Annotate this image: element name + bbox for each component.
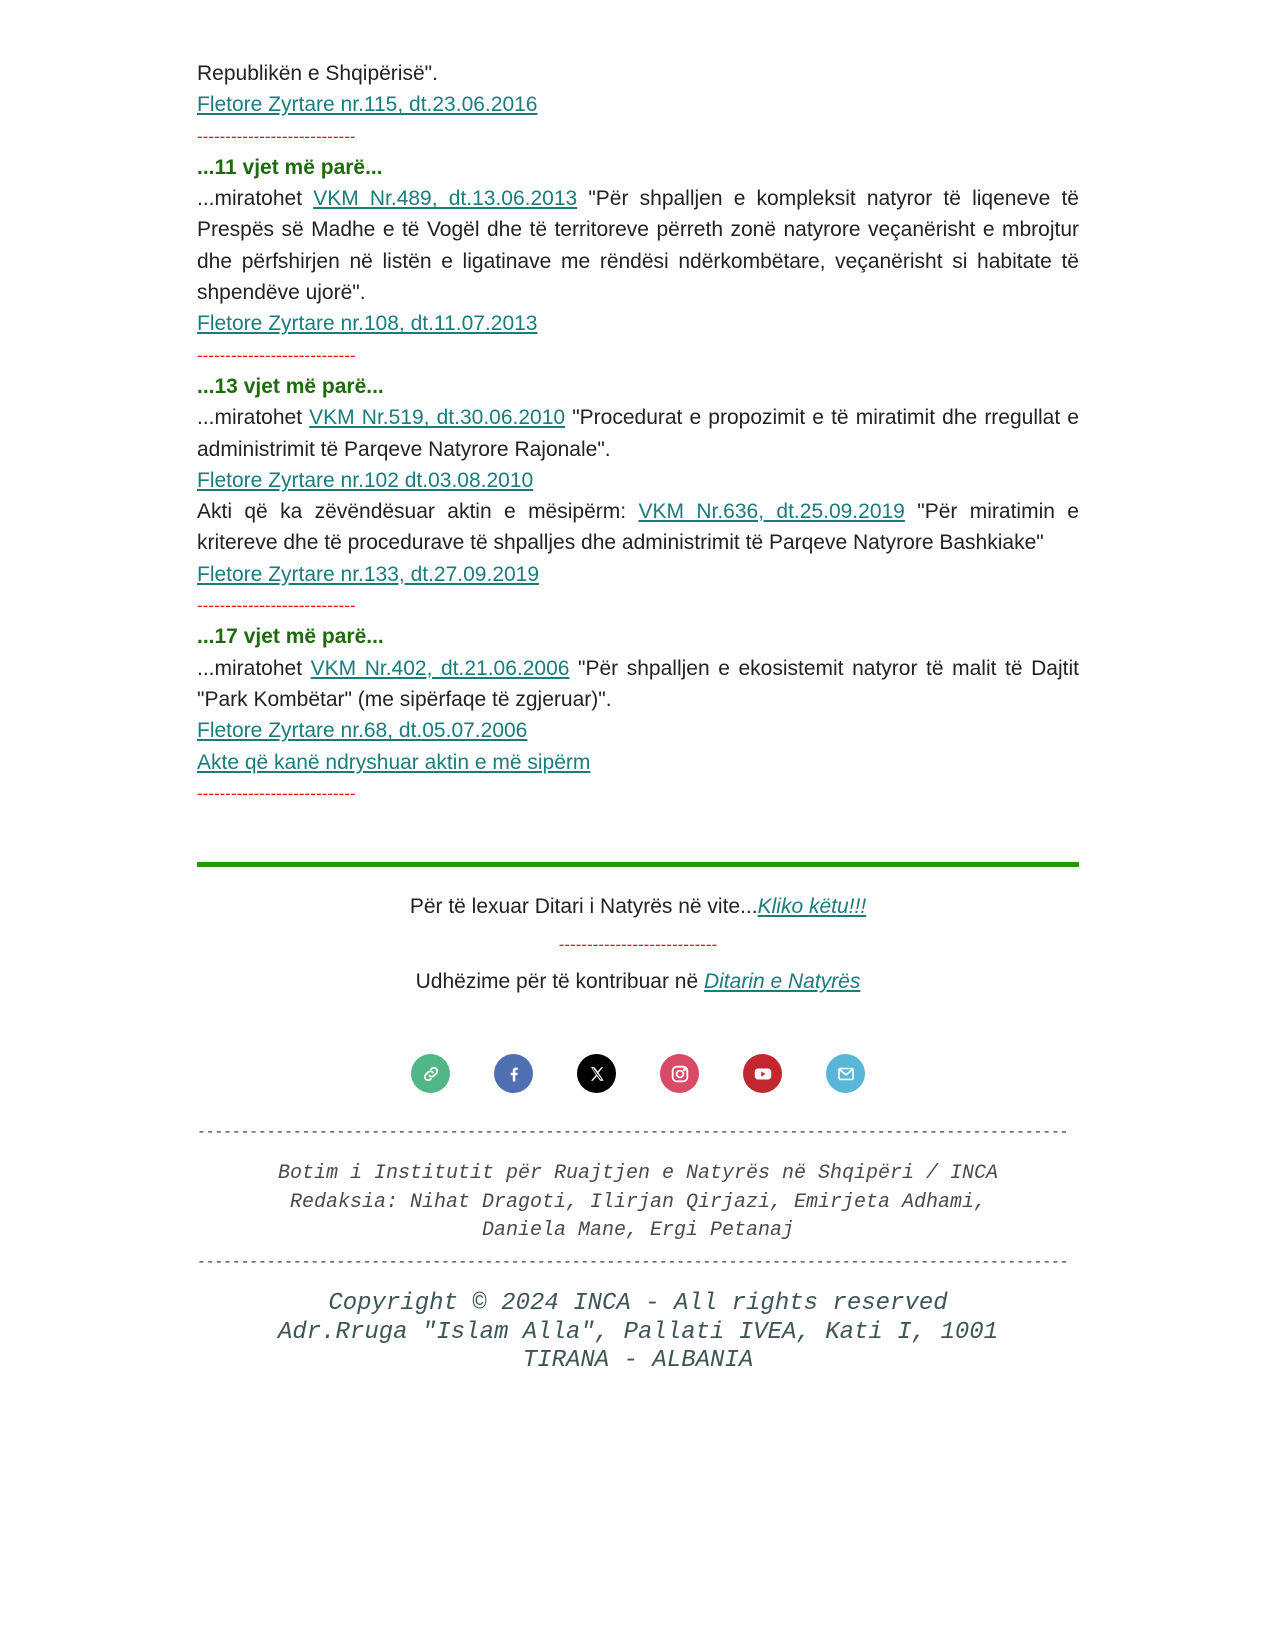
instagram-icon[interactable] <box>660 1054 699 1093</box>
amendments-link[interactable]: Akte që kanë ndryshuar aktin e më sipërm <box>197 750 591 774</box>
gazette-link-2019[interactable]: Fletore Zyrtare nr.133, dt.27.09.2019 <box>197 562 540 586</box>
separator: ---------------------------- <box>558 935 718 954</box>
contribute-link[interactable]: Ditarin e Natyrës <box>703 970 861 993</box>
contribute-line: Udhëzime për të kontribuar në Ditarin e Natyrës <box>415 970 861 993</box>
intro-tail: Republikën e Shqipërisë". <box>197 62 438 85</box>
footer-divider: ---------------------------------------------------------------------------------------------------- <box>197 1255 1069 1271</box>
entry-text-17-years: ...miratohet VKM Nr.402, dt.21.06.2006 "Për shpalljen e ekosistemit natyror të malit të Dajtit "Park Kombëtar" (me sipërfaqe të zgjeruar)". <box>197 656 1079 711</box>
gazette-link-2013[interactable]: Fletore Zyrtare nr.108, dt.11.07.2013 <box>197 312 538 336</box>
publisher-credits <box>197 1160 1079 1246</box>
address-line: TIRANA - ALBANIA <box>522 1347 754 1374</box>
vkm-link-489[interactable]: VKM Nr.489, dt.13.06.2013 <box>313 187 578 211</box>
editors-line: Redaksia: Nihat Dragoti, Ilirjan Qirjazi, Emirjeta Adhami, <box>289 1190 987 1214</box>
publisher-line: Botim i Institutit për Ruajtjen e Natyrës në Shqipëri / INCA <box>277 1162 999 1185</box>
copyright-line: Copyright © 2024 INCA - All rights reserved <box>328 1290 948 1317</box>
footer-divider: ---------------------------------------------------------------------------------------------------- <box>197 1125 1069 1141</box>
separator: ---------------------------- <box>197 596 356 616</box>
separator: ---------------------------- <box>197 126 356 146</box>
vkm-link-519[interactable]: VKM Nr.519, dt.30.06.2010 <box>309 406 566 430</box>
x-icon[interactable] <box>577 1054 616 1093</box>
address-line: Adr.Rruga "Islam Alla", Pallati IVEA, Kati I, 1001 <box>277 1318 999 1346</box>
entry-text-11-years: ...miratohet VKM Nr.489, dt.13.06.2013 "Për shpalljen e kompleksit natyror të liqeneve të Prespës së Madhe e të Vogël dhe të territoreve përreth zonë natyrore veçanërisht e mbrojtur dhe përfshirjen në listën e ligatinave me rëndësi ndërkombëtare, veçanërisht si habitate të shpendëve ujorë". <box>197 187 1079 305</box>
email-icon[interactable] <box>826 1054 865 1093</box>
separator: ---------------------------- <box>197 783 356 803</box>
entry-text-13-years: ...miratohet VKM Nr.519, dt.30.06.2010 "Procedurat e propozimit e të miratimit dhe rregullat e administrimit të Parqeve Natyrore Rajonale". <box>197 406 1079 461</box>
vkm-link-402[interactable]: VKM Nr.402, dt.21.06.2006 <box>310 656 570 680</box>
archive-line: Për të lexuar Ditari i Natyrës në vite...Kliko këtu!!! <box>409 895 867 918</box>
archive-link[interactable]: Kliko këtu!!! <box>757 895 867 918</box>
replacement-text: Akti që ka zëvëndësuar aktin e mësipërm: VKM Nr.636, dt.25.09.2019 "Për miratimin e kritereve dhe të procedurave të shpalljes dhe administrimit të Parqeve Natyrore Bashkiake" <box>197 500 1079 555</box>
editors-line: Daniela Mane, Ergi Petanaj <box>481 1219 795 1242</box>
newsletter-body <box>197 58 1079 809</box>
entry-heading-13-years: ...13 vjet më parë... <box>197 374 384 398</box>
gazette-link-2010[interactable]: Fletore Zyrtare nr.102 dt.03.08.2010 <box>197 468 534 492</box>
vkm-link-636[interactable]: VKM Nr.636, dt.25.09.2019 <box>638 500 905 524</box>
link-icon[interactable] <box>411 1054 450 1093</box>
section-divider-bar <box>197 862 1079 867</box>
separator: ---------------------------- <box>197 345 356 365</box>
gazette-link-2006[interactable]: Fletore Zyrtare nr.68, dt.05.07.2006 <box>197 719 528 743</box>
social-links <box>197 1054 1079 1093</box>
entry-heading-17-years: ...17 vjet më parë... <box>197 625 384 649</box>
facebook-icon[interactable] <box>494 1054 533 1093</box>
gazette-link-2016[interactable]: Fletore Zyrtare nr.115, dt.23.06.2016 <box>197 93 538 117</box>
youtube-icon[interactable] <box>743 1054 782 1093</box>
entry-heading-11-years: ...11 vjet më parë... <box>197 155 383 179</box>
copyright-block <box>197 1290 1079 1376</box>
